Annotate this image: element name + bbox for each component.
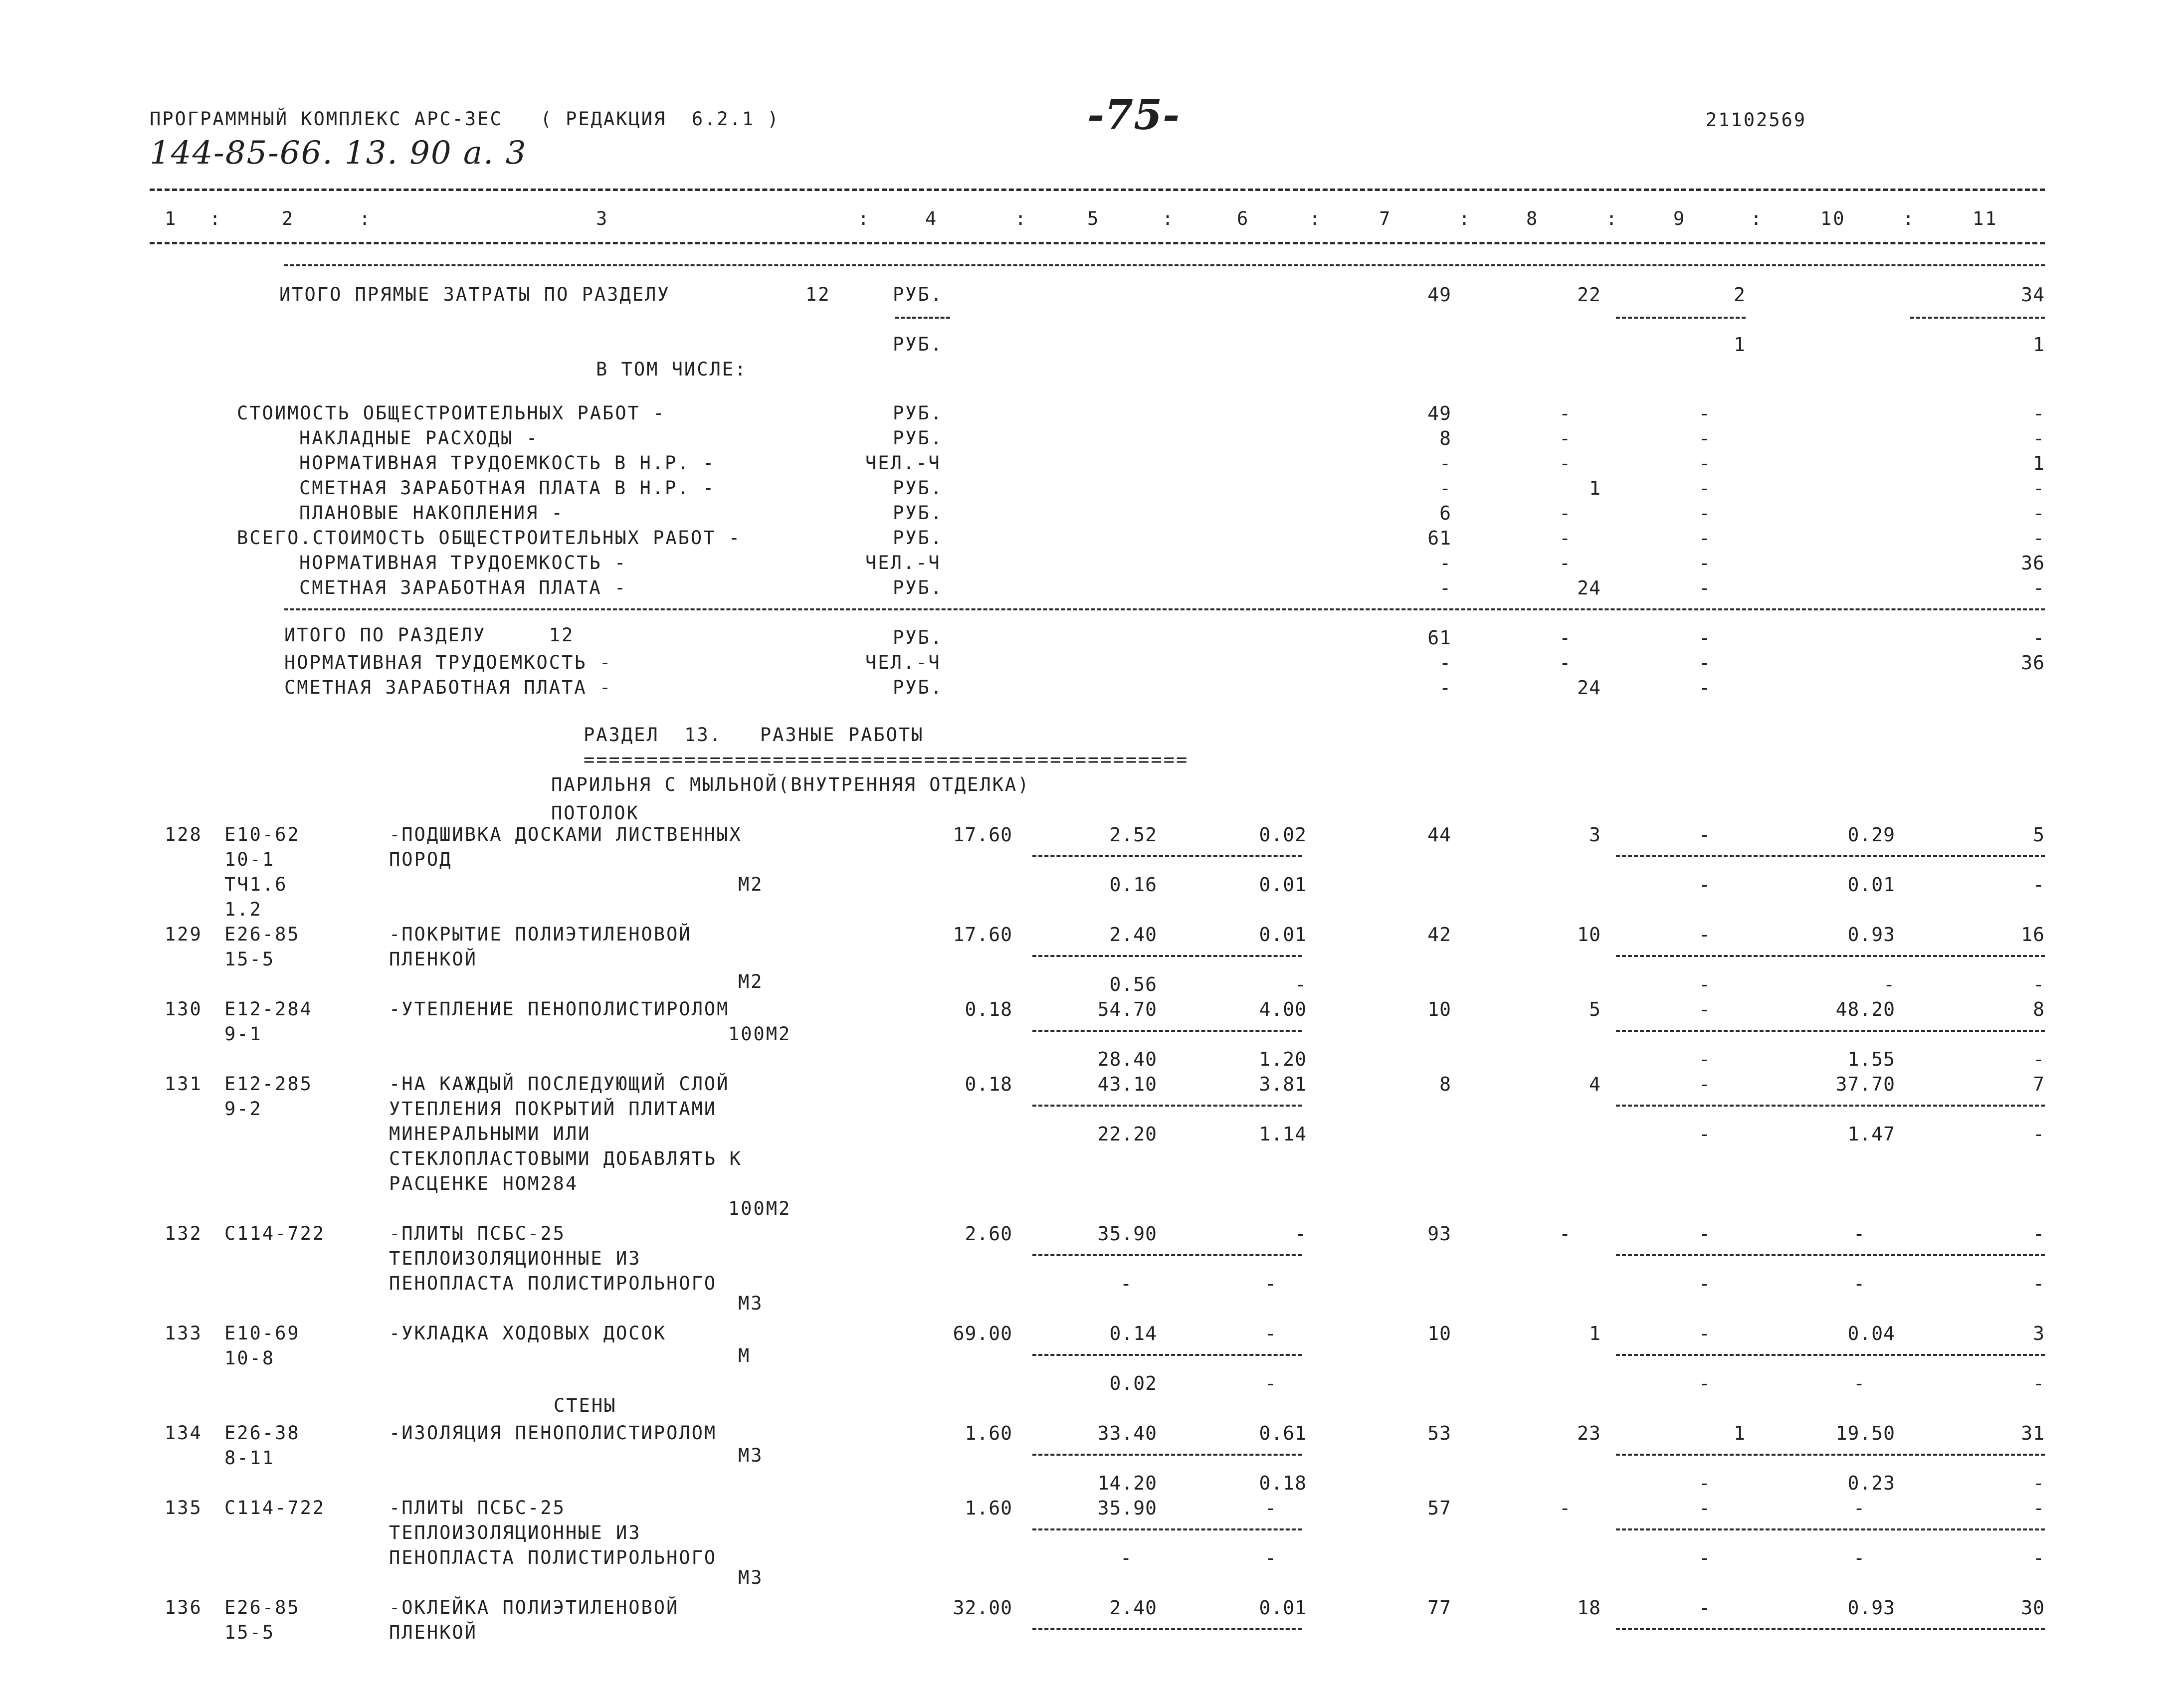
item-c10b: - xyxy=(1853,1547,1865,1569)
section-total-label: ИТОГО ПО РАЗДЕЛУ 12 xyxy=(284,624,575,646)
item-c9b: - xyxy=(1699,1372,1711,1394)
section13-title: РАЗДЕЛ 13. РАЗНЫЕ РАБОТЫ xyxy=(584,724,924,746)
item-description-cont: ТЕПЛОИЗОЛЯЦИОННЫЕ ИЗ xyxy=(389,1522,641,1543)
section-total-row-c7: - xyxy=(1439,652,1451,674)
summary-row-c8: - xyxy=(1559,452,1571,474)
item-code: Е10-69 xyxy=(224,1323,300,1344)
column-number-1: 1 xyxy=(165,208,178,229)
item-unit: М xyxy=(738,1345,751,1366)
item-c11a: 16 xyxy=(2021,924,2045,946)
item-c8: - xyxy=(1559,1223,1571,1245)
item-code-sub: 15-5 xyxy=(224,1622,275,1643)
item-code-sub: 8-11 xyxy=(224,1447,275,1469)
item-mid-rule xyxy=(1032,855,1302,857)
summary-row-unit: РУБ. xyxy=(893,427,944,449)
item-quantity: 0.18 xyxy=(965,998,1012,1020)
total-direct-c9: 2 xyxy=(1734,284,1746,306)
column-number-4: 4 xyxy=(925,208,938,229)
summary-row-label: СМЕТНАЯ ЗАРАБОТНАЯ ПЛАТА В Н.Р. - xyxy=(299,477,716,499)
item-description: -НА КАЖДЫЙ ПОСЛЕДУЮЩИЙ СЛОЙ xyxy=(389,1073,730,1095)
total-direct-unit: РУБ. xyxy=(893,284,944,305)
item-code-sub: 10-1 xyxy=(224,849,275,870)
column-number-6: 6 xyxy=(1237,208,1250,229)
item-number: 136 xyxy=(165,1597,202,1618)
item-c11b: - xyxy=(2033,1472,2045,1494)
item-quantity: 17.60 xyxy=(953,924,1012,946)
item-c9b: - xyxy=(1699,874,1711,896)
summary-row-c11: - xyxy=(2033,427,2045,449)
item-c9a: 1 xyxy=(1734,1422,1746,1444)
item-c11a: 3 xyxy=(2033,1323,2045,1344)
item-description: -ПЛИТЫ ПСБС-25 xyxy=(389,1497,566,1518)
total-direct-c11-2: 1 xyxy=(2033,334,2045,356)
summary-row-c11: - xyxy=(2033,527,2045,549)
item-code-sub: ТЧ1.6 xyxy=(224,874,288,895)
item-quantity: 69.00 xyxy=(953,1323,1012,1344)
item-c10b: - xyxy=(1853,1273,1865,1295)
item-c7: 77 xyxy=(1427,1597,1451,1619)
item-unit: М2 xyxy=(738,874,764,895)
summary-row-c8: - xyxy=(1559,427,1571,449)
item-c6a: 0.02 xyxy=(1259,824,1307,846)
total-direct-c9-underline xyxy=(1616,317,1746,319)
summary-row-label: НАКЛАДНЫЕ РАСХОДЫ - xyxy=(299,427,539,449)
summary-row-unit: ЧЕЛ.-Ч xyxy=(865,452,941,474)
item-c5a: 2.52 xyxy=(1109,824,1157,846)
item-c10b: 1.47 xyxy=(1847,1123,1895,1145)
item-c9a: - xyxy=(1699,1323,1711,1344)
header-rule-top xyxy=(150,189,2045,191)
item-number: 134 xyxy=(165,1422,202,1444)
total-direct-c8: 22 xyxy=(1577,284,1601,306)
item-c5b: - xyxy=(1120,1547,1132,1569)
item-c9a: - xyxy=(1699,1597,1711,1619)
item-c5a: 2.40 xyxy=(1109,1597,1157,1619)
item-mid-rule xyxy=(1616,1105,2045,1107)
summary-row-unit: РУБ. xyxy=(893,502,944,524)
summary-row-c7: - xyxy=(1439,452,1451,474)
section-total-row-label: СМЕТНАЯ ЗАРАБОТНАЯ ПЛАТА - xyxy=(284,677,612,698)
column-separator: : xyxy=(1903,208,1916,229)
summary-row-c9: - xyxy=(1699,527,1711,549)
item-quantity: 32.00 xyxy=(953,1597,1012,1619)
item-description-cont: МИНЕРАЛЬНЫМИ ИЛИ xyxy=(389,1123,591,1144)
item-mid-rule xyxy=(1616,955,2045,957)
column-separator: : xyxy=(209,208,222,229)
item-description-cont: ПЕНОПЛАСТА ПОЛИСТИРОЛЬНОГО xyxy=(389,1547,717,1568)
subheading-walls: СТЕНЫ xyxy=(554,1395,617,1416)
item-c9a: - xyxy=(1699,998,1711,1020)
item-c11b: - xyxy=(2033,1273,2045,1295)
item-c6b: 1.20 xyxy=(1259,1048,1307,1070)
item-c5a: 2.40 xyxy=(1109,924,1157,946)
item-c10a: 0.04 xyxy=(1847,1323,1895,1344)
summary-row-c9: - xyxy=(1699,477,1711,499)
item-code-sub: 1.2 xyxy=(224,899,262,920)
item-description: -ПОКРЫТИЕ ПОЛИЭТИЛЕНОВОЙ xyxy=(389,924,692,945)
summary-row-c7: - xyxy=(1439,477,1451,499)
item-c11a: 31 xyxy=(2021,1422,2045,1444)
item-description: -ПЛИТЫ ПСБС-25 xyxy=(389,1223,566,1244)
section-total-c8: - xyxy=(1559,627,1571,649)
item-c9a: - xyxy=(1699,924,1711,946)
item-number: 132 xyxy=(165,1223,202,1244)
section-total-unit: РУБ. xyxy=(893,627,944,648)
section-total-row-c8: 24 xyxy=(1577,677,1601,699)
item-c9b: - xyxy=(1699,973,1711,995)
column-separator: : xyxy=(1751,208,1764,229)
item-c8: 10 xyxy=(1577,924,1601,946)
item-c6b: - xyxy=(1265,1547,1277,1569)
summary-row-c7: 8 xyxy=(1439,427,1451,449)
item-c7: 57 xyxy=(1427,1497,1451,1519)
item-c7: 53 xyxy=(1427,1422,1451,1444)
item-mid-rule xyxy=(1032,1528,1302,1530)
item-code: Е12-285 xyxy=(224,1073,313,1095)
item-description-cont: ПЛЕНКОЙ xyxy=(389,1622,477,1643)
column-number-2: 2 xyxy=(282,208,295,229)
item-c5a: 54.70 xyxy=(1097,998,1157,1020)
total-direct-unit-2: РУБ. xyxy=(893,334,944,355)
item-c9a: - xyxy=(1699,824,1711,846)
item-c9a: - xyxy=(1699,1073,1711,1095)
item-unit: М2 xyxy=(738,971,764,992)
item-c5b: - xyxy=(1120,1273,1132,1295)
item-c8: 5 xyxy=(1589,998,1601,1020)
column-separator: : xyxy=(359,208,372,229)
item-c5b: 14.20 xyxy=(1097,1472,1157,1494)
item-c11a: - xyxy=(2033,1497,2045,1519)
item-mid-rule xyxy=(1616,1030,2045,1032)
item-c11a: 30 xyxy=(2021,1597,2045,1619)
item-c7: 93 xyxy=(1427,1223,1451,1245)
summary-row-c11: - xyxy=(2033,577,2045,599)
column-separator: : xyxy=(1309,208,1322,229)
summary-row-label: СМЕТНАЯ ЗАРАБОТНАЯ ПЛАТА - xyxy=(299,577,627,598)
summary-row-c11: 1 xyxy=(2033,452,2045,474)
section-total-row-unit: ЧЕЛ.-Ч xyxy=(865,652,941,673)
item-description: -ИЗОЛЯЦИЯ ПЕНОПОЛИСТИРОЛОМ xyxy=(389,1422,717,1444)
summary-row-unit: РУБ. xyxy=(893,477,944,499)
item-c6b: 1.14 xyxy=(1259,1123,1307,1145)
item-mid-rule xyxy=(1032,1105,1302,1107)
summary-row-c11: - xyxy=(2033,502,2045,524)
item-c9b: - xyxy=(1699,1273,1711,1295)
item-c5a: 33.40 xyxy=(1097,1422,1157,1444)
item-code: Е26-38 xyxy=(224,1422,300,1444)
summary-rule-mid xyxy=(284,608,2045,610)
item-c6b: - xyxy=(1265,1273,1277,1295)
summary-row-c11: - xyxy=(2033,477,2045,499)
summary-row-label: НОРМАТИВНАЯ ТРУДОЕМКОСТЬ В Н.Р. - xyxy=(299,452,716,474)
item-c10a: 0.93 xyxy=(1847,924,1895,946)
item-code-sub: 9-2 xyxy=(224,1098,262,1120)
item-code: Е26-85 xyxy=(224,924,300,945)
item-c11b: - xyxy=(2033,1547,2045,1569)
item-c5b: 28.40 xyxy=(1097,1048,1157,1070)
total-direct-c11: 34 xyxy=(2021,284,2045,306)
item-c10b: 1.55 xyxy=(1847,1048,1895,1070)
summary-row-c8: 24 xyxy=(1577,577,1601,599)
item-c9a: - xyxy=(1699,1223,1711,1245)
item-c11b: - xyxy=(2033,874,2045,896)
column-number-5: 5 xyxy=(1087,208,1100,229)
item-c5a: 43.10 xyxy=(1097,1073,1157,1095)
item-c11a: - xyxy=(2033,1223,2045,1245)
item-mid-rule xyxy=(1616,1528,2045,1530)
item-c6a: 0.61 xyxy=(1259,1422,1307,1444)
item-c10a: 19.50 xyxy=(1835,1422,1895,1444)
program-header: ПРОГРАММНЫЙ КОМПЛЕКС АРС-ЗЕС ( РЕДАКЦИЯ 6.2.1 ) xyxy=(150,108,780,130)
item-c9a: - xyxy=(1699,1497,1711,1519)
item-c11b: - xyxy=(2033,1048,2045,1070)
section-total-row-c9: - xyxy=(1699,652,1711,674)
item-c5b: 22.20 xyxy=(1097,1123,1157,1145)
item-unit: М3 xyxy=(738,1445,764,1466)
including-label: В ТОМ ЧИСЛЕ: xyxy=(596,359,748,380)
item-c11b: - xyxy=(2033,1123,2045,1145)
total-direct-label: ИТОГО ПРЯМЫЕ ЗАТРАТЫ ПО РАЗДЕЛУ xyxy=(279,284,670,305)
summary-row-c8: - xyxy=(1559,527,1571,549)
item-c6a: 4.00 xyxy=(1259,998,1307,1020)
item-c9b: - xyxy=(1699,1123,1711,1145)
item-c10b: 0.01 xyxy=(1847,874,1895,896)
section-total-row-c11: 36 xyxy=(2021,652,2045,674)
summary-row-unit: РУБ. xyxy=(893,402,944,424)
item-description-cont: ТЕПЛОИЗОЛЯЦИОННЫЕ ИЗ xyxy=(389,1248,641,1269)
item-c6a: - xyxy=(1265,1323,1277,1344)
section13-underline: ================================================ xyxy=(584,749,1189,770)
item-description: -УТЕПЛЕНИЕ ПЕНОПОЛИСТИРОЛОМ xyxy=(389,998,730,1020)
item-code: С114-722 xyxy=(224,1497,326,1518)
item-quantity: 1.60 xyxy=(965,1422,1012,1444)
item-c6a: - xyxy=(1295,1223,1307,1245)
subheading-ceiling: ПОТОЛОК xyxy=(551,802,639,824)
section-total-c9: - xyxy=(1699,627,1711,649)
section-total-c11: - xyxy=(2033,627,2045,649)
column-number-11: 11 xyxy=(1973,208,1998,229)
section-total-row-c9: - xyxy=(1699,677,1711,699)
item-mid-rule xyxy=(1032,1628,1302,1630)
item-c8: 3 xyxy=(1589,824,1601,846)
column-separator: : xyxy=(858,208,871,229)
item-c9b: - xyxy=(1699,1048,1711,1070)
item-c10a: 37.70 xyxy=(1835,1073,1895,1095)
item-c6a: 0.01 xyxy=(1259,924,1307,946)
item-description: -УКЛАДКА ХОДОВЫХ ДОСОК xyxy=(389,1323,667,1344)
section-total-row-c8: - xyxy=(1559,652,1571,674)
item-mid-rule xyxy=(1616,1628,2045,1630)
item-description-cont: ПЛЕНКОЙ xyxy=(389,949,477,970)
summary-rule-top xyxy=(284,264,2045,266)
summary-row-c9: - xyxy=(1699,552,1711,574)
item-c10b: 0.23 xyxy=(1847,1472,1895,1494)
summary-row-c8: - xyxy=(1559,502,1571,524)
item-number: 130 xyxy=(165,998,202,1020)
item-number: 135 xyxy=(165,1497,202,1518)
total-direct-unit-underline xyxy=(895,317,950,319)
summary-row-c9: - xyxy=(1699,402,1711,424)
item-c7: 10 xyxy=(1427,998,1451,1020)
item-c5a: 0.14 xyxy=(1109,1323,1157,1344)
section-total-row-unit: РУБ. xyxy=(893,677,944,698)
page-number: -75- xyxy=(1087,91,1181,139)
item-c10b: - xyxy=(1853,1372,1865,1394)
column-number-10: 10 xyxy=(1820,208,1846,229)
column-number-7: 7 xyxy=(1379,208,1392,229)
item-c10a: - xyxy=(1853,1223,1865,1245)
item-c5a: 35.90 xyxy=(1097,1497,1157,1519)
item-c8: 23 xyxy=(1577,1422,1601,1444)
item-c9b: - xyxy=(1699,1547,1711,1569)
item-unit: 100М2 xyxy=(728,1198,792,1219)
item-c6b: 0.18 xyxy=(1259,1472,1307,1494)
item-c8: 18 xyxy=(1577,1597,1601,1619)
item-mid-rule xyxy=(1616,1454,2045,1456)
document-number: 21102569 xyxy=(1706,109,1807,131)
handwritten-code: 144-85-66. 13. 90 а. 3 xyxy=(150,135,527,172)
item-number: 128 xyxy=(165,824,202,845)
item-c6a: 0.01 xyxy=(1259,1597,1307,1619)
summary-row-unit: РУБ. xyxy=(893,527,944,549)
item-c10a: 0.29 xyxy=(1847,824,1895,846)
summary-row-unit: ЧЕЛ.-Ч xyxy=(865,552,941,573)
item-mid-rule xyxy=(1616,1354,2045,1356)
item-c11b: - xyxy=(2033,973,2045,995)
item-c8: - xyxy=(1559,1497,1571,1519)
item-c6b: 0.01 xyxy=(1259,874,1307,896)
summary-row-label: СТОИМОСТЬ ОБЩЕСТРОИТЕЛЬНЫХ РАБОТ - xyxy=(237,402,666,424)
section13-subtitle: ПАРИЛЬНЯ С МЫЛЬНОЙ(ВНУТРЕННЯЯ ОТДЕЛКА) xyxy=(551,774,1030,795)
total-direct-section: 12 xyxy=(805,284,831,305)
summary-row-c7: 6 xyxy=(1439,502,1451,524)
item-description-cont: УТЕПЛЕНИЯ ПОКРЫТИЙ ПЛИТАМИ xyxy=(389,1098,717,1120)
column-separator: : xyxy=(1606,208,1619,229)
item-unit: 100М2 xyxy=(728,1023,792,1045)
item-c5b: 0.16 xyxy=(1109,874,1157,896)
column-number-9: 9 xyxy=(1673,208,1686,229)
item-c10a: - xyxy=(1853,1497,1865,1519)
item-code: Е12-284 xyxy=(224,998,313,1020)
summary-row-c9: - xyxy=(1699,577,1711,599)
item-quantity: 0.18 xyxy=(965,1073,1012,1095)
summary-row-label: НОРМАТИВНАЯ ТРУДОЕМКОСТЬ - xyxy=(299,552,627,573)
summary-row-c9: - xyxy=(1699,427,1711,449)
column-separator: : xyxy=(1015,208,1028,229)
item-mid-rule xyxy=(1032,1254,1302,1256)
item-c7: 10 xyxy=(1427,1323,1451,1344)
column-separator: : xyxy=(1459,208,1472,229)
item-number: 133 xyxy=(165,1323,202,1344)
item-c7: 44 xyxy=(1427,824,1451,846)
item-mid-rule xyxy=(1032,955,1302,957)
item-description: -ОКЛЕЙКА ПОЛИЭТИЛЕНОВОЙ xyxy=(389,1597,679,1618)
item-number: 129 xyxy=(165,924,202,945)
item-description-cont: РАСЦЕНКЕ НОМ284 xyxy=(389,1173,579,1194)
summary-row-label: ВСЕГО.СТОИМОСТЬ ОБЩЕСТРОИТЕЛЬНЫХ РАБОТ - xyxy=(237,527,742,549)
item-c10a: 48.20 xyxy=(1835,998,1895,1020)
summary-row-c9: - xyxy=(1699,502,1711,524)
item-number: 131 xyxy=(165,1073,202,1095)
header-rule-bottom xyxy=(150,242,2045,244)
item-c8: 4 xyxy=(1589,1073,1601,1095)
item-code-sub: 9-1 xyxy=(224,1023,262,1045)
item-unit: М3 xyxy=(738,1293,764,1314)
item-code: С114-722 xyxy=(224,1223,326,1244)
item-c11b: - xyxy=(2033,1372,2045,1394)
summary-row-c7: - xyxy=(1439,552,1451,574)
summary-row-c9: - xyxy=(1699,452,1711,474)
summary-row-c8: - xyxy=(1559,552,1571,574)
summary-row-c7: 61 xyxy=(1427,527,1451,549)
item-code-sub: 15-5 xyxy=(224,949,275,970)
total-direct-c7: 49 xyxy=(1427,284,1451,306)
item-c9b: - xyxy=(1699,1472,1711,1494)
item-mid-rule xyxy=(1616,855,2045,857)
summary-row-c8: - xyxy=(1559,402,1571,424)
summary-row-unit: РУБ. xyxy=(893,577,944,598)
column-number-3: 3 xyxy=(596,208,609,229)
item-mid-rule xyxy=(1032,1454,1302,1456)
item-description: -ПОДШИВКА ДОСКАМИ ЛИСТВЕННЫХ xyxy=(389,824,742,845)
section-total-c7: 61 xyxy=(1427,627,1451,649)
item-quantity: 2.60 xyxy=(965,1223,1012,1245)
item-c6b: - xyxy=(1265,1372,1277,1394)
item-c11a: 7 xyxy=(2033,1073,2045,1095)
section-total-row-label: НОРМАТИВНАЯ ТРУДОЕМКОСТЬ - xyxy=(284,652,612,673)
item-quantity: 1.60 xyxy=(965,1497,1012,1519)
summary-row-c7: 49 xyxy=(1427,402,1451,424)
column-number-8: 8 xyxy=(1526,208,1539,229)
item-c6b: - xyxy=(1295,973,1307,995)
item-c10b: - xyxy=(1883,973,1895,995)
item-description-cont: ПОРОД xyxy=(389,849,452,870)
item-description-cont: ПЕНОПЛАСТА ПОЛИСТИРОЛЬНОГО xyxy=(389,1273,717,1294)
item-c5b: 0.56 xyxy=(1109,973,1157,995)
item-c5b: 0.02 xyxy=(1109,1372,1157,1394)
item-code: Е26-85 xyxy=(224,1597,300,1618)
item-c11a: 5 xyxy=(2033,824,2045,846)
summary-row-c11: - xyxy=(2033,402,2045,424)
summary-row-c11: 36 xyxy=(2021,552,2045,574)
summary-row-c8: 1 xyxy=(1589,477,1601,499)
item-c7: 8 xyxy=(1439,1073,1451,1095)
item-mid-rule xyxy=(1616,1254,2045,1256)
item-mid-rule xyxy=(1032,1030,1302,1032)
item-quantity: 17.60 xyxy=(953,824,1012,846)
item-c10a: 0.93 xyxy=(1847,1597,1895,1619)
item-c6a: 3.81 xyxy=(1259,1073,1307,1095)
item-c5a: 35.90 xyxy=(1097,1223,1157,1245)
item-code: Е10-62 xyxy=(224,824,300,845)
item-c7: 42 xyxy=(1427,924,1451,946)
item-description-cont: СТЕКЛОПЛАСТОВЫМИ ДОБАВЛЯТЬ К xyxy=(389,1148,742,1169)
item-c8: 1 xyxy=(1589,1323,1601,1344)
item-c6a: - xyxy=(1265,1497,1277,1519)
summary-row-c7: - xyxy=(1439,577,1451,599)
item-c11a: 8 xyxy=(2033,998,2045,1020)
section-total-row-c7: - xyxy=(1439,677,1451,699)
item-code-sub: 10-8 xyxy=(224,1347,275,1369)
column-separator: : xyxy=(1162,208,1175,229)
item-mid-rule xyxy=(1032,1354,1302,1356)
item-unit: М3 xyxy=(738,1567,764,1588)
total-direct-c11-underline xyxy=(1910,317,2045,319)
summary-row-label: ПЛАНОВЫЕ НАКОПЛЕНИЯ - xyxy=(299,502,564,524)
total-direct-c9-2: 1 xyxy=(1734,334,1746,356)
